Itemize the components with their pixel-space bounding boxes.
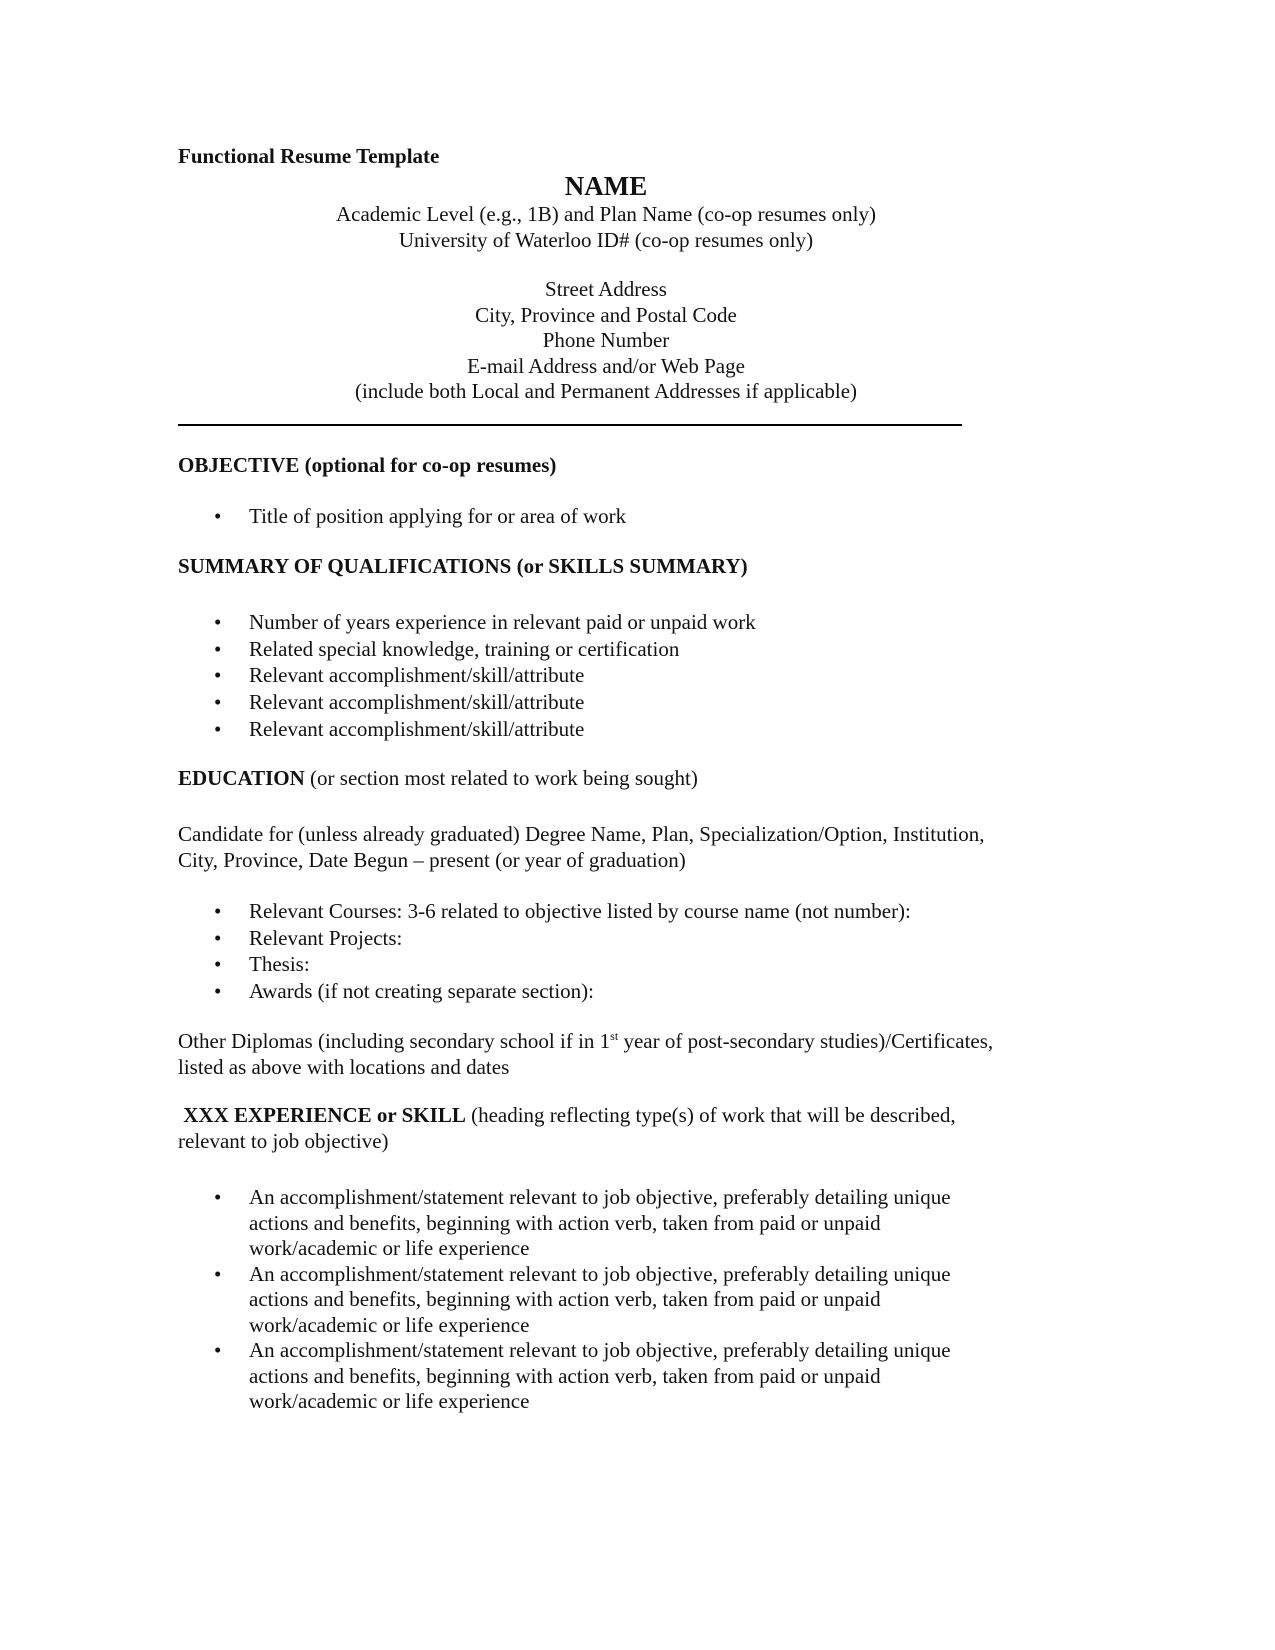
summary-heading: SUMMARY OF QUALIFICATIONS (or SKILLS SUMMARY) [178,554,748,578]
resume-name: NAME [564,171,648,201]
document-title: Functional Resume Template [178,144,440,168]
header-line: (include both Local and Permanent Addresses if applicable) [354,379,858,403]
list-item: • Title of position applying for or area of work [178,504,989,530]
list-item: • Relevant accomplishment/skill/attribute [178,716,989,743]
header-line: Academic Level (e.g., 1B) and Plan Name (co-op resumes only) [336,202,876,226]
education-heading-note: (or section most related to work being sought) [304,766,698,790]
divider [178,424,962,426]
header-line: University of Waterloo ID# (co-op resumes only) [398,227,814,252]
list-item: • Relevant accomplishment/skill/attribute [178,662,989,689]
education-heading [178,766,698,792]
list-item: • Related special knowledge, training or certification [178,636,989,663]
objective-list [178,504,989,530]
header-line: City, Province and Postal Code [475,302,737,327]
list-item: • An accomplishment/statement relevant to job objective, preferably detailing unique actions and benefits, beginning with action verb, taken from paid or unpaid work/academic or life experience [178,1338,989,1415]
header-line: Phone Number [542,328,670,352]
list-item: • Awards (if not creating separate section): [178,978,989,1005]
experience-heading [178,1103,1008,1154]
summary-list [178,609,989,743]
experience-list [178,1185,989,1415]
header-line: Street Address [545,277,667,301]
other-text: year of post-secondary studies)/Certificates, listed as above with locations and dates [178,1029,994,1079]
list-item: • Number of years experience in relevant paid or unpaid work [178,609,989,636]
list-item: • Thesis: [178,951,989,978]
superscript: st [610,1029,619,1043]
objective-heading: OBJECTIVE (optional for co-op resumes) [178,453,557,477]
other-diplomas [178,1029,1038,1080]
education-heading-label: EDUCATION [178,766,305,790]
contact-info [0,277,1212,405]
list-item: • An accomplishment/statement relevant to job objective, preferably detailing unique actions and benefits, beginning with action verb, taken from paid or unpaid work/academic or life experience [178,1262,989,1339]
academic-info [0,202,1212,253]
education-paragraph: Candidate for (unless already graduated) Degree Name, Plan, Specialization/Option, Institution, City, Province, Date Begun – present (or year of graduation) [178,822,985,872]
header-line: E-mail Address and/or Web Page [467,353,745,378]
other-text: Other Diplomas (including secondary school if in 1 [178,1029,611,1053]
list-item: • Relevant accomplishment/skill/attribute [178,689,989,716]
list-item: • Relevant Courses: 3-6 related to objective listed by course name (not number): [178,898,1049,925]
list-item: • Relevant Projects: [178,925,989,952]
experience-heading-label: XXX EXPERIENCE or SKILL [183,1103,466,1127]
education-list [178,898,1049,1005]
experience-heading-note: (heading reflecting type(s) of work that will be described, relevant to job objective) [178,1103,956,1153]
list-item: • An accomplishment/statement relevant to job objective, preferably detailing unique actions and benefits, beginning with action verb, taken from paid or unpaid work/academic or life experience [178,1185,989,1262]
